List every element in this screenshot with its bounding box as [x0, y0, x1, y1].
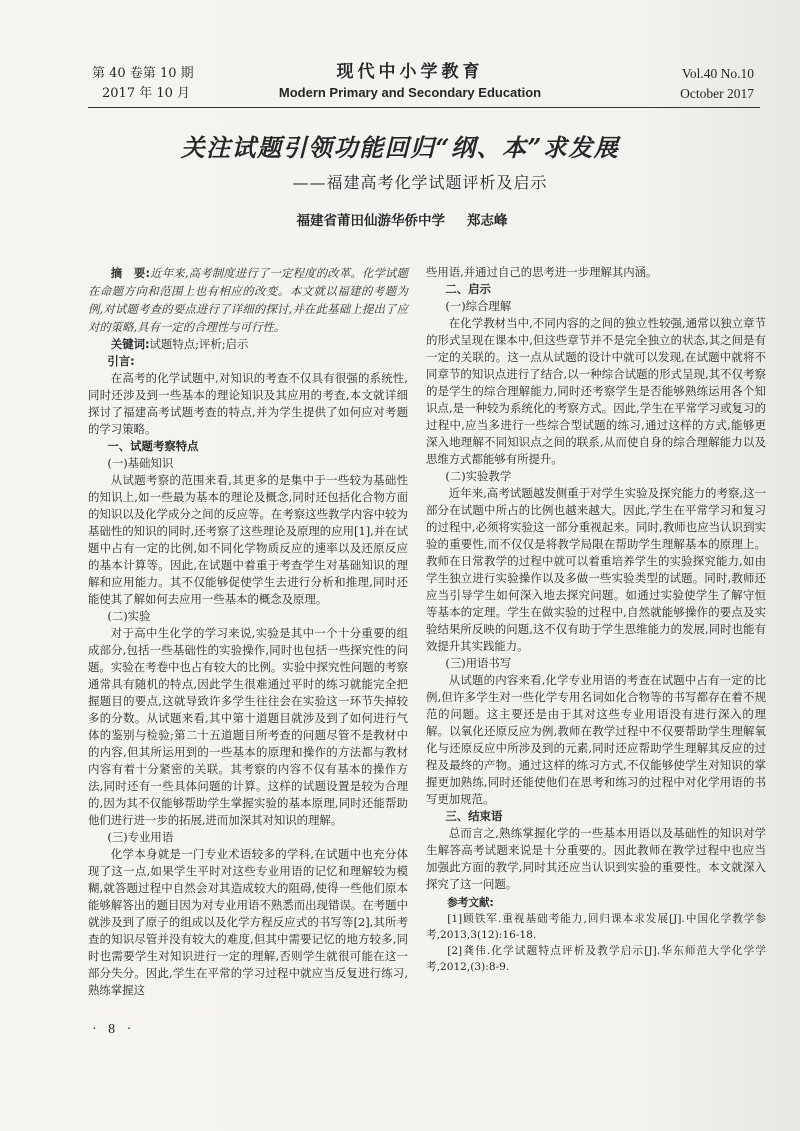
subsection-heading-1-2: (二)实验 — [107, 609, 151, 623]
author-name: 郑志峰 — [467, 213, 508, 229]
section-heading-3: 三、结束语 — [445, 809, 503, 823]
article-subtitle: ——福建高考化学试题评析及启示 — [292, 173, 548, 192]
references — [426, 895, 766, 975]
header-center — [240, 60, 580, 102]
abstract-text: 近年来,高考制度进行了一定程度的改革。化学试题在命题方向和范围上也有相应的改变。本文就以福建的考题为例,对试题考查的要点进行了详细的探讨,并在此基础上提出了应对的策略,具有一定的合理性与可行性。 — [88, 266, 408, 334]
abstract — [88, 264, 408, 336]
header-rule — [88, 107, 760, 108]
section-heading-2: 二、启示 — [445, 282, 491, 296]
intro-paragraph: 在高考的化学试题中,对知识的考查不仅具有很强的系统性,同时还涉及到一些基本的理论知识及其应用的考查,本文就详细探讨了福建高考试题考查的特点,并为学生提供了如何应对考题的学习策略。 — [88, 371, 408, 436]
paragraph-3: 总而言之,熟练掌握化学的一些基本用语以及基础性的知识对学生解答高考试题来说是十分重要的。因此教师在教学过程中也应当加强此方面的教学,同时其还应当认识到实验的重要性。本文就深入探究了这一问题。 — [426, 826, 766, 891]
header-left — [92, 64, 194, 104]
paragraph-1-3-part2: 些用语,并通过自己的思考进一步理解其内涵。 — [426, 265, 658, 279]
header-right — [680, 64, 754, 104]
journal-title-en: Modern Primary and Secondary Education — [278, 85, 542, 100]
date-en: October 2017 — [680, 86, 754, 101]
keywords — [88, 336, 408, 353]
left-column — [88, 264, 408, 999]
references-label: 参考文献: — [447, 897, 494, 909]
journal-title-cn: 现代中小学教育 — [336, 62, 484, 82]
abstract-label: 摘 要: — [110, 266, 151, 280]
keywords-label: 关键词: — [110, 337, 150, 351]
paragraph-1-3-part1: 化学本身就是一门专业术语较多的学科,在试题中也充分体现了这一点,如果学生平时对这些专业用语的记忆和理解较为模糊,就答题过程中自然会对其造成较大的阻碍,使得一些他们原本能够解答出的题目因为对专业用语不熟悉而出现错误。在考题中就涉及到了原子的组成以及化学方程反应式的书写等[2],其所考查的知识尽管并没有较大的难度,但其中需要记忆的地方较多,同时也需要学生对知识进行一定的理解,否则学生就很可能在这一部分失分。因此,学生在平常的学习过程中就应当反复进行练习,熟练掌握这 — [88, 847, 408, 997]
volume-issue-en: Vol.40 No.10 — [681, 66, 754, 81]
author-line — [0, 211, 800, 231]
paragraph-1-2: 对于高中生化学的学习来说,实验是其中一个十分重要的组成部分,包括一些基础性的实验操作,同时也包括一些探究性的问题。实验在考卷中也占有较大的比例。实验中探究性问题的考察通常具有随机的特点,因此学生很难通过平时的练习就能完全把握题目的要点,这就导致许多学生往往会在实验这一环节失掉较多的分数。从试题来看,其中第十道题目就涉及到了如何进行气体的鉴别与检验;第二十五道题目所考查的问题尽管不是教材中的内容,但其所运用到的一些基本的原理和操作的方法都与教材内容有着十分紧密的关联。其考察的内容不仅有基本的操作方法,同时还有一些具体问题的计算。这样的试题设置是较为合理的,因为其不仅能够帮助学生掌握实验的基本原理,同时还能帮助他们进行进一步的拓展,进而加深其对知识的理解。 — [88, 626, 408, 827]
author-affiliation: 福建省莆田仙游华侨中学 — [296, 213, 445, 229]
volume-issue-cn: 第 40 卷第 10 期 — [92, 66, 194, 81]
paragraph-2-3: 从试题的内容来看,化学专业用语的考查在试题中占有一定的比例,但许多学生对一些化学专用名词如化合物等的书写都存在着不规范的问题。这主要还是由于其对这些专业用语没有进行深入的理解。以氧化还原反应为例,教师在教学过程中不仅要帮助学生理解氧化与还原反应中所涉及到的元素,同时还应帮助学生理解其反应的过程及最终的产物。通过这样的练习方式,不仅能够使学生对知识的掌握更加熟练,同时还能使他们在思考和练习的过程中对化学用语的书写更加规范。 — [426, 673, 766, 806]
subsection-heading-1-1: (一)基础知识 — [107, 456, 174, 470]
paragraph-1-1: 从试题考察的范围来看,其更多的是集中于一些较为基础性的知识上,如一些最为基本的理论及概念,同时还包括化合物方面的知识以及化学成分之间的反应等。在考察这些教学内容中较为基础性的知识的同时,还考察了这些理论及原理的应用[1],并在试题中占有一定的比例,如不同化学物质反应的速率以及还原反应的基本计算等。因此,在试题中着重于考查学生对基础知识的理解和应用能力。其不仅能够促使学生去进行分析和推理,同时还能使其了解如何去应用一些基本的概念及原理。 — [88, 473, 408, 606]
article-title: 关注试题引领功能回归“纲、本”求发展 — [180, 133, 620, 162]
keywords-text: 试题特点;评析;启示 — [149, 337, 249, 351]
subsection-heading-2-3: (三)用语书写 — [445, 656, 512, 670]
subsection-heading-2-2: (二)实验教学 — [445, 469, 512, 483]
reference-item: [1]顾铁军.重视基础考能力,回归课本求发展[J].中国化学教学参考,2013,3(12):16-18. — [426, 913, 766, 941]
page-number: · 8 · — [92, 1022, 136, 1037]
paragraph-2-1: 在化学教材当中,不同内容的之间的独立性较强,通常以独立章节的形式呈现在课本中,但这些章节并不是完全独立的状态,其之间是有一定的关联的。这一点从试题的设计中就可以发现,在试题中就将不同章节的知识点进行了结合,以一种综合试题的形式呈现,其不仅考察的是学生的综合理解能力,同时还考察学生是否能够熟练运用各个知识点,是一种较为系统化的考察方式。因此,学生在平常学习或复习的过程中,应当多进行一些综合型试题的练习,通过这样的方式,能够更深入地理解不同知识点之间的联系,从而使自身的综合理解能力以及思维方式都能够有所提升。 — [426, 316, 766, 466]
subsection-heading-2-1: (一)综合理解 — [445, 299, 512, 313]
subsection-heading-1-3: (三)专业用语 — [107, 830, 174, 844]
paragraph-2-2: 近年来,高考试题越发侧重于对学生实验及探究能力的考察,这一部分在试题中所占的比例也越来越大。因此,学生在平常学习和复习的过程中,必须将实验这一部分重视起来。同时,教师也应当认识到实验的重要性,而不仅仅是将教学局限在帮助学生理解基本的原理上。教师在日常教学的过程中就可以着重培养学生的实验探究能力,如由学生独立进行实验操作以及多做一些实验类型的试题。同时,教师还应当引导学生如何深入地去探究问题。如通过实验使学生了解守恒等基本的定理。学生在做实验的过程中,自然就能够操作的要点及实验结果所反映的问题,这不仅有助于学生思维能力的发展,同时也能有效提升其实践能力。 — [426, 486, 766, 653]
section-heading-1: 一、试题考察特点 — [107, 439, 199, 453]
reference-item: [2]龚伟.化学试题特点评析及教学启示[J].华东师范大学化学学考,2012,(3):8-9. — [426, 945, 766, 973]
right-column — [426, 264, 766, 975]
date-cn: 2017 年 10 月 — [102, 86, 191, 101]
intro-heading: 引言: — [107, 354, 135, 368]
